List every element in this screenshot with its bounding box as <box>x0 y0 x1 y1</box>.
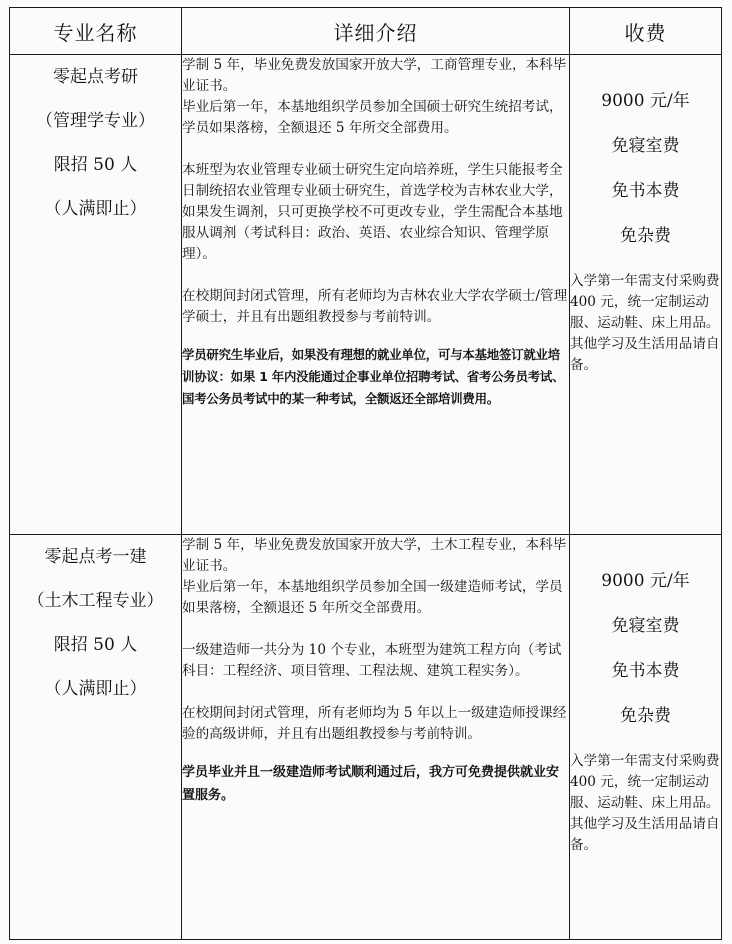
fee-annual: 9000 元/年 <box>601 91 690 111</box>
fee-waiver: 免杂费 <box>620 706 671 726</box>
program-detail-cell <box>182 55 570 535</box>
program-title: 零起点考研 <box>53 67 138 87</box>
table-row <box>10 535 722 940</box>
program-quota-note: （人满即止） <box>44 199 147 219</box>
fee-annual: 9000 元/年 <box>601 571 690 591</box>
detail-paragraph: 本班型为农业管理专业硕士研究生定向培养班，学生只能报考全日制统招农业管理专业硕士研究生，首选学校为吉林农业大学，如果发生调剂，只可更换学校不可更改专业，学生需配合本基地服从调剂（考试科目：政治、英语、农业综合知识、管理学原理）。 <box>182 162 563 262</box>
header-details: 详细介绍 <box>182 8 570 55</box>
fee-waiver: 免杂费 <box>620 226 671 246</box>
table-header-row <box>10 8 722 55</box>
detail-paragraph-bold: 学员研究生毕业后，如果没有理想的就业单位，可与本基地签订就业培训协议：如果 1 年内没能通过企事业单位招聘考试、省考公务员考试、国考公务员考试中的某一种考试，全额返还全部培训费用。 <box>182 347 565 406</box>
program-name-cell <box>10 535 182 940</box>
fee-note-text: 其他学习及生活用品请自备。 <box>570 336 720 373</box>
program-detail-cell <box>182 535 570 940</box>
detail-paragraph: 毕业后第一年，本基地组织学员参加全国硕士研究生统招考试，学员如果落榜，全额退还 5 年所交全部费用。 <box>182 99 563 136</box>
fee-note <box>570 271 721 376</box>
table-row <box>10 55 722 535</box>
program-quota-note: （人满即止） <box>44 679 147 699</box>
program-fee-cell <box>570 55 722 535</box>
fee-summary <box>570 559 721 739</box>
detail-paragraph: 学制 5 年，毕业免费发放国家开放大学，土木工程专业，本科毕业证书。 <box>182 537 567 574</box>
program-quota: 限招 50 人 <box>53 155 138 175</box>
detail-paragraph: 学制 5 年，毕业免费发放国家开放大学，工商管理专业，本科毕业证书。 <box>182 57 567 94</box>
header-fee: 收费 <box>570 8 722 55</box>
program-quota: 限招 50 人 <box>53 635 138 655</box>
detail-paragraph: 毕业后第一年，本基地组织学员参加全国一级建造师考试，学员如果落榜，全额退还 5 年所交全部费用。 <box>182 579 563 616</box>
fee-note-text: 入学第一年需支付采购费 400 元，统一定制运动服、运动鞋、床上用品。 <box>570 753 720 811</box>
program-title: 零起点考一建 <box>44 547 147 567</box>
fee-summary <box>570 79 721 259</box>
fee-note <box>570 751 721 856</box>
fee-waiver: 免书本费 <box>611 181 680 201</box>
fee-waiver: 免寝室费 <box>611 616 680 636</box>
fee-note-text: 其他学习及生活用品请自备。 <box>570 816 720 853</box>
detail-paragraph-bold: 学员毕业并且一级建造师考试顺利通过后，我方可免费提供就业安置服务。 <box>182 765 560 803</box>
fee-note-text: 入学第一年需支付采购费 400 元，统一定制运动服、运动鞋、床上用品。 <box>570 273 720 331</box>
program-major: （管理学专业） <box>36 111 155 131</box>
detail-paragraph: 在校期间封闭式管理，所有老师均为 5 年以上一级建造师授课经验的高级讲师，并且有出题组教授参与考前特训。 <box>182 705 567 742</box>
header-program-name: 专业名称 <box>10 8 182 55</box>
fee-waiver: 免书本费 <box>611 661 680 681</box>
fee-waiver: 免寝室费 <box>611 136 680 156</box>
program-table <box>9 7 722 940</box>
detail-paragraph: 在校期间封闭式管理，所有老师均为吉林农业大学农学硕士/管理学硕士，并且有出题组教授参与考前特训。 <box>182 288 568 325</box>
program-fee-cell <box>570 535 722 940</box>
program-name-cell <box>10 55 182 535</box>
program-major: （土木工程专业） <box>27 591 164 611</box>
detail-paragraph: 一级建造师一共分为 10 个专业，本班型为建筑工程方向（考试科目：工程经济、项目管理、工程法规、建筑工程实务）。 <box>182 642 562 679</box>
